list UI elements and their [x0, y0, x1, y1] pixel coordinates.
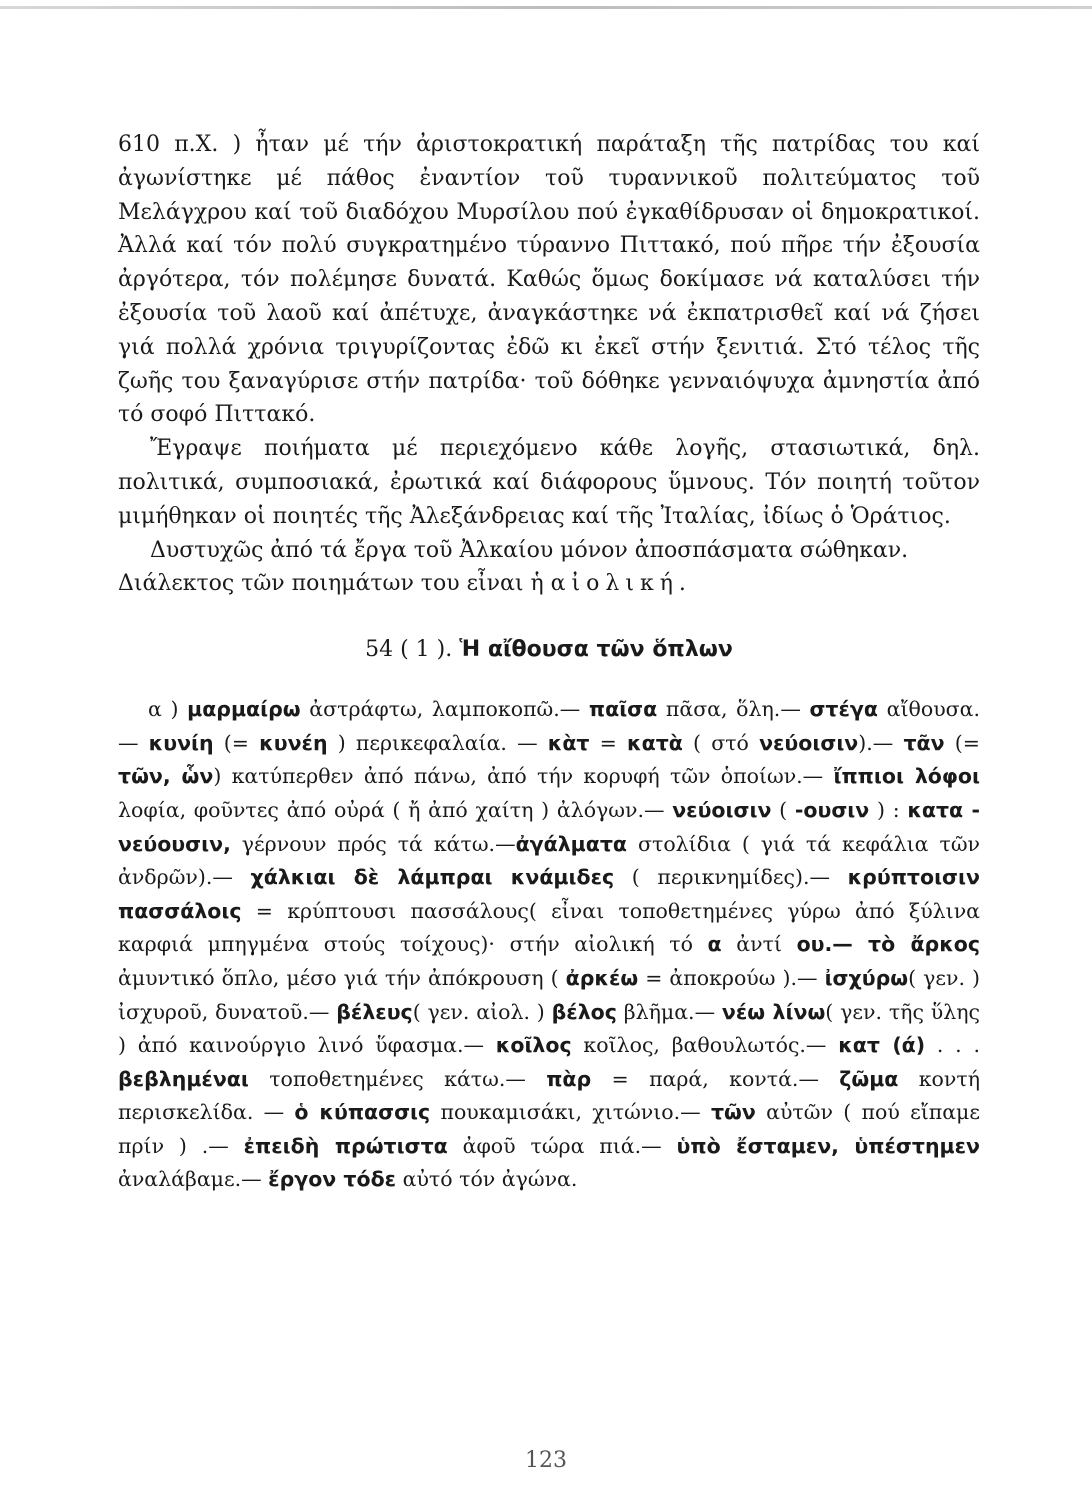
section-title: Ἡ αἴθουσα τῶν ὅπλων — [459, 637, 733, 663]
gloss-text: βλῆμα.— — [616, 999, 722, 1024]
gloss-term: νέω λίνω — [721, 999, 826, 1024]
gloss-text: = κρύπτουσι πασσάλους( εἶναι τοποθετημένες γύρω ἀπό ξύλινα καρφιά μπηγμένα στούς τοίχους)· στήν αἰολική τό — [118, 898, 980, 957]
gloss-text: ( — [771, 797, 795, 822]
gloss-term: κατὰ — [627, 730, 683, 755]
gloss-term: τῶν — [710, 1100, 756, 1125]
gloss-text: α ) — [148, 697, 188, 722]
gloss-term: ου.— τὸ ἄρκος — [796, 932, 981, 957]
gloss-text: ἀστράφτω, λαμποκοπῶ.— — [300, 697, 589, 722]
gloss-term: παῖσα — [588, 697, 658, 722]
gloss-term: ἔργον τόδε — [268, 1167, 397, 1192]
paragraph-fragments: Δυστυχῶς ἀπό τά ἔργα τοῦ Ἀλκαίου μόνον ἀποσπάσματα σώθηκαν. — [150, 537, 909, 563]
gloss-term: τῶν, ὧν — [118, 764, 214, 789]
gloss-term: βεβλημέναι — [118, 1066, 249, 1091]
gloss-term: ἐπειδὴ πρώτιστα — [243, 1133, 448, 1158]
gloss-text: ( στό — [682, 730, 760, 755]
page-number: 123 — [525, 1448, 567, 1473]
gloss-term: κρύπτοισιν πασσάλοις — [118, 865, 980, 923]
gloss-text: ).— — [858, 730, 904, 755]
gloss-text: αὐτό τόν ἀγώνα. — [396, 1167, 578, 1192]
gloss-term: -ουσιν — [794, 797, 870, 822]
gloss-text: ) περικεφαλαία. — — [327, 730, 548, 755]
gloss-text: τοποθετημένες κάτω.— — [248, 1066, 547, 1091]
gloss-text: (= — [213, 730, 260, 755]
gloss-term: ἀγάλματα — [515, 831, 628, 856]
gloss-term: κοῖλος — [495, 1033, 572, 1058]
gloss-term: ὁ κύπασσις — [294, 1100, 431, 1125]
gloss-term: κατα - νεύουσιν, — [118, 797, 980, 856]
gloss-text: αὐτῶν ( πού εἴπαμε πρίν ) .— — [118, 1100, 980, 1158]
gloss-text: = — [589, 730, 628, 755]
gloss-text: ( γεν. τῆς ὕλης ) ἀπό καινούργιο λινό ὕφασμα.— — [118, 999, 980, 1058]
gloss-text: = παρά, κοντά.— — [591, 1066, 840, 1091]
dialect-word: αἰολική. — [550, 571, 692, 597]
gloss-text: = ἀποκρούω ).— — [638, 965, 825, 990]
section-heading — [118, 633, 980, 667]
gloss-term: ἴππιοι λόφοι — [833, 764, 980, 789]
gloss-text: ( γεν. ) ἰσχυροῦ, δυνατοῦ.— — [118, 965, 980, 1024]
gloss-text: λοφία, φοῦντες ἀπό οὐρά ( ἤ ἀπό χαίτη ) ἀλόγων.— — [118, 797, 673, 822]
gloss-text: στολίδια ( γιά τά κεφάλια τῶν ἀνδρῶν).— — [118, 831, 980, 890]
gloss-term: πὰρ — [546, 1066, 592, 1091]
gloss-text: ) : — [869, 797, 908, 822]
paragraph-alcaeus-works: Ἔγραψε ποιήματα μέ περιεχόμενο κάθε λογῆς, στασιωτικά, δηλ. πολιτικά, συμποσιακά, ἐρωτικά καί διάφορους ὕμνους. Τόν ποιητή τοῦτον μιμήθηκαν οἱ ποιητές τῆς Ἀλεξάνδρειας καί τῆς Ἰταλίας, ἰδίως ὁ Ὁράτιος. — [118, 436, 980, 529]
gloss-text: ἀμυντικό ὅπλο, μέσο γιά τήν ἀπόκρουση ( — [118, 965, 566, 990]
gloss-term: μαρμαίρω — [187, 697, 301, 722]
gloss-text: πουκαμισάκι, χιτώνιο.— — [430, 1100, 711, 1125]
gloss-term: βέλος — [551, 999, 617, 1024]
gloss-text: ( γεν. αἰολ. ) — [412, 999, 552, 1024]
dialect-text: Διάλεκτος τῶν ποιημάτων του εἶναι ἡ — [118, 571, 544, 597]
gloss-term: ἰσχύρω — [824, 965, 909, 990]
section-number: 54 ( 1 ). — [365, 637, 453, 663]
paragraph-alcaeus-life: 610 π.Χ. ) ἦταν μέ τήν ἀριστοκρατική παράταξη τῆς πατρίδας του καί ἀγωνίστηκε μέ πάθος ἐναντίον τοῦ τυραννικοῦ πολιτεύματος τοῦ Μελάγχρου καί τοῦ διαδόχου Μυρσίλου πού ἐγκαθίδρυσαν οἱ δημοκρατικοί. Ἀλλά καί τόν πολύ συγκρατημένο τύραννο Πιττακό, πού πῆρε τήν ἐξουσία ἀργότερα, τόν πολέμησε δυνατά. Καθώς ὅμως δοκίμασε νά καταλύσει τήν ἐξουσία τοῦ λαοῦ καί ἀπέτυχε, ἀναγκάστηκε νά ἐκπατρισθεῖ καί νά ζήσει γιά πολλά χρόνια τριγυρίζοντας ἐδῶ κι ἐκεῖ στήν ξενιτιά. Στό τέλος τῆς ζωῆς του ξαναγύρισε στήν πατρίδα· τοῦ δόθηκε γενναιόψυχα ἀμνηστία ἀπό τό σοφό Πιττακό. — [118, 132, 980, 428]
gloss-text: ( περικνημίδες).— — [614, 865, 848, 890]
gloss-text: ἀντί — [721, 932, 797, 957]
gloss-term: κυνέη — [259, 730, 328, 755]
gloss-text: κοντή περισκελίδα. — — [118, 1066, 980, 1125]
gloss-term: ἀρκέω — [565, 965, 639, 990]
gloss-text: αἴθουσα.— — [118, 697, 981, 755]
gloss-term: κυνίη — [148, 730, 214, 755]
gloss-term: ζῶμα — [839, 1066, 899, 1091]
gloss-term: βέλευς — [336, 999, 413, 1024]
gloss-text: ἀφοῦ τώρα πιά.— — [447, 1133, 677, 1158]
gloss-term: νεύοισιν — [759, 730, 859, 755]
gloss-text: κοῖλος, βαθουλωτός.— — [571, 1033, 839, 1058]
page-body — [118, 128, 980, 1197]
scan-top-edge — [0, 6, 1092, 9]
gloss-text: . . . — [925, 1033, 980, 1058]
gloss-text: πᾶσα, ὅλη.— — [657, 697, 810, 722]
gloss-text: ἀναλάβαμε.— — [118, 1167, 269, 1192]
gloss-term: α — [707, 932, 722, 957]
gloss-term: ὑπὸ ἔσταμεν, ὑπέστημεν — [676, 1133, 981, 1158]
paragraph-dialect — [118, 567, 980, 601]
glossary-paragraph — [118, 693, 980, 1197]
gloss-term: κὰτ — [547, 730, 590, 755]
gloss-term: χάλκιαι δὲ λάμπραι κνάμιδες — [250, 865, 615, 890]
gloss-term: στέγα — [809, 697, 878, 722]
gloss-text: ) κατύπερθεν ἀπό πάνω, ἀπό τήν κορυφή τῶν ὁποίων.— — [213, 764, 834, 789]
gloss-text: (= — [944, 730, 980, 755]
gloss-term: κατ (ά) — [838, 1033, 926, 1058]
gloss-text: γέρνουν πρός τά κάτω.— — [230, 831, 516, 856]
gloss-term: τᾶν — [903, 730, 945, 755]
gloss-term: νεύοισιν — [672, 797, 772, 822]
